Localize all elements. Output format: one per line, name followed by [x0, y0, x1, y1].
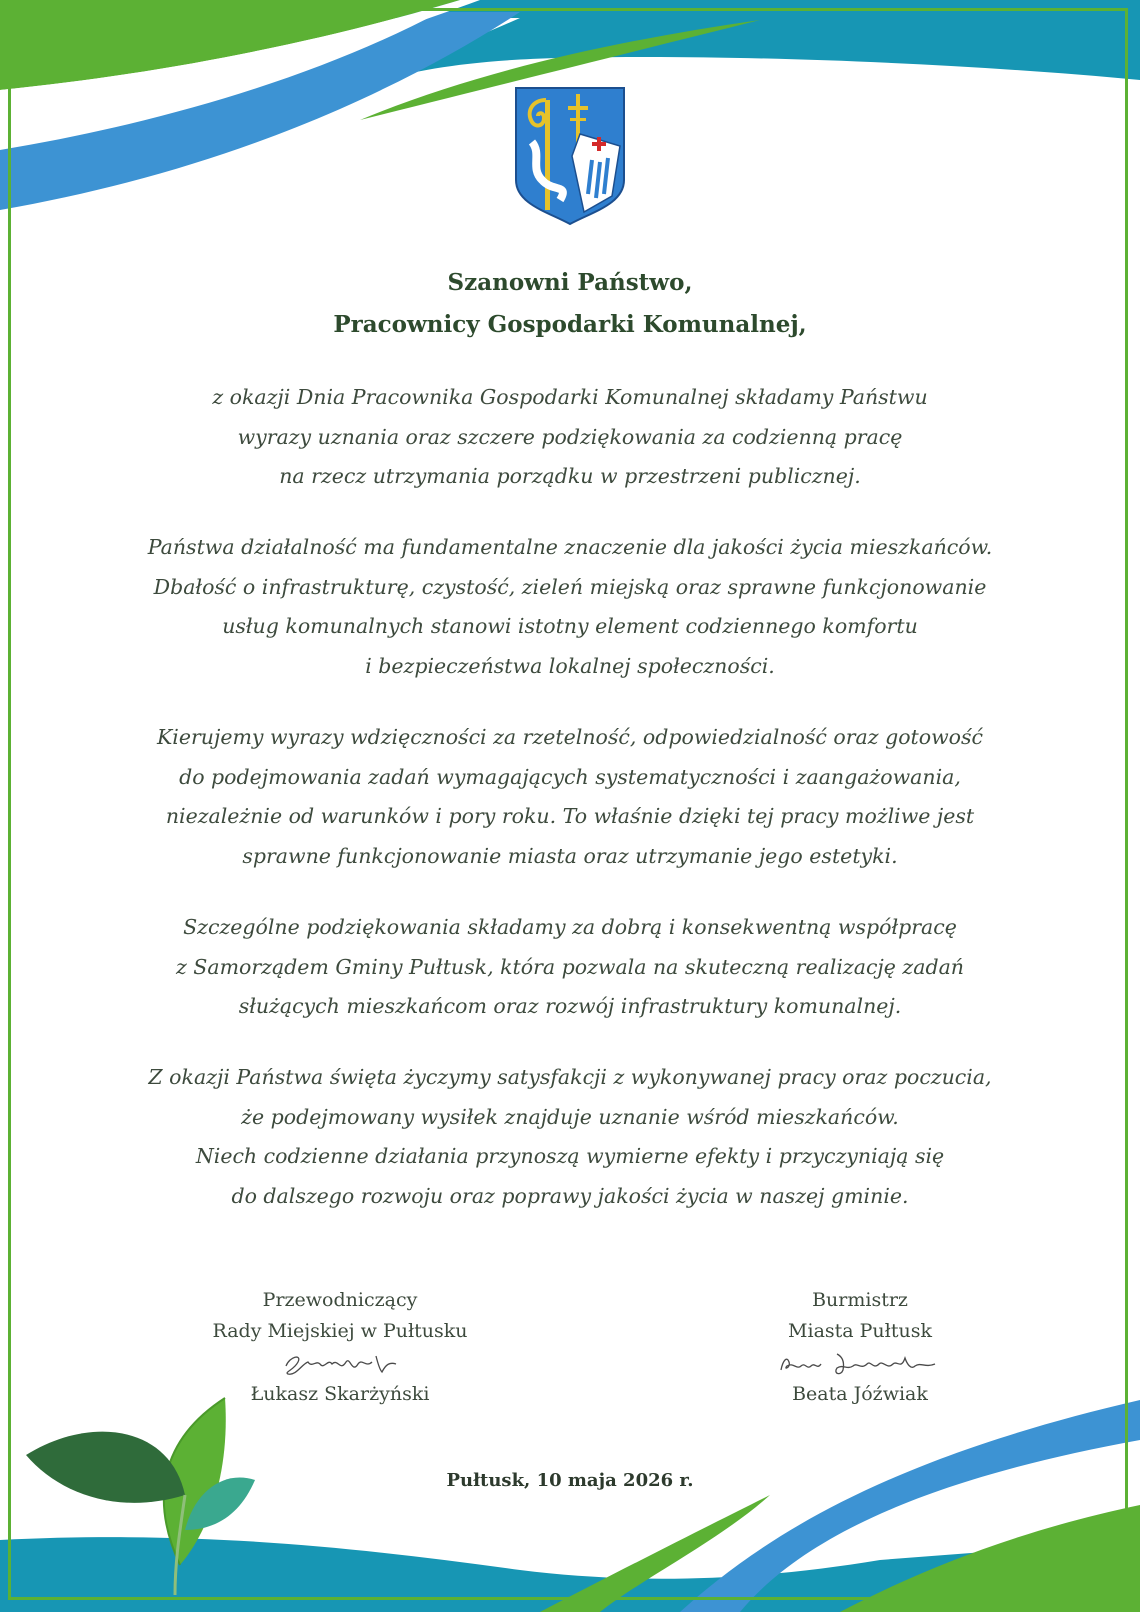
coat-of-arms-icon — [512, 84, 628, 228]
greeting — [170, 262, 970, 346]
signatory-title: Miasta Pułtusk — [788, 1320, 932, 1342]
paragraph-line: do dalszego rozwoju oraz poprawy jakości życia w naszej gminie. — [231, 1183, 909, 1208]
leaves-decoration — [0, 1380, 300, 1600]
paragraph-line: Państwa działalność ma fundamentalne znaczenie dla jakości życia mieszkańców. — [147, 535, 993, 559]
paragraph-line: Niech codzienne działania przynoszą wymierne efekty i przyczyniają się — [195, 1144, 945, 1168]
paragraph-line: Z okazji Państwa święta życzymy satysfakcji z wykonywanej pracy oraz poczucia, — [148, 1065, 992, 1089]
signatory-title: Przewodniczący — [262, 1289, 418, 1311]
paragraph-line: sprawne funkcjonowanie miasta oraz utrzymanie jego estetyki. — [242, 843, 898, 868]
paragraph-line: z okazji Dnia Pracownika Gospodarki Komunalnej składamy Państwu — [212, 385, 928, 409]
paragraph-line: usług komunalnych stanowi istotny element codziennego komfortu — [222, 614, 918, 638]
paragraph — [60, 528, 1080, 686]
paragraph-line: że podejmowany wysiłek znajduje uznanie wśród mieszkańców. — [241, 1104, 899, 1129]
paragraph — [60, 378, 1080, 497]
signatory-title: Rady Miejskiej w Pułtusku — [212, 1320, 468, 1342]
greeting-line: Pracownicy Gospodarki Komunalnej, — [333, 311, 807, 338]
paragraph-line: niezależnie od warunków i pory roku. To właśnie dzięki tej pracy możliwe jest — [165, 804, 975, 828]
signatory-name: Beata Jóźwiak — [792, 1383, 928, 1405]
paragraph — [60, 718, 1080, 876]
signatory-name: Łukasz Skarżyński — [250, 1383, 430, 1405]
paragraph-line: Dbałość o infrastrukturę, czystość, zieleń miejską oraz sprawne funkcjonowanie — [153, 574, 987, 599]
paragraph — [60, 1058, 1080, 1216]
paragraph-line: do podejmowania zadań wymagających systematyczności i zaangażowania, — [179, 764, 961, 789]
paragraph-line: Kierujemy wyrazy wdzięczności za rzetelność, odpowiedzialność oraz gotowość — [156, 725, 984, 749]
signature-block-right — [720, 1285, 1000, 1410]
date-place: Pułtusk, 10 maja 2026 r. — [446, 1470, 694, 1491]
paragraph — [60, 908, 1080, 1027]
paragraph-line: służących mieszkańcom oraz rozwój infrastruktury komunalnej. — [238, 994, 902, 1018]
paragraph-line: i bezpieczeństwa lokalnej społeczności. — [365, 653, 775, 678]
handwritten-signature — [180, 1347, 500, 1379]
paragraph-line: Szczególne podziękowania składamy za dobrą i konsekwentną współpracę — [183, 915, 957, 939]
signatory-title: Burmistrz — [812, 1289, 908, 1311]
greeting-line: Szanowni Państwo, — [447, 269, 693, 296]
paragraph-line: z Samorządem Gminy Pułtusk, która pozwala na skuteczną realizację zadań — [175, 954, 965, 979]
signature-block-left — [180, 1285, 500, 1410]
paragraph-line: wyrazy uznania oraz szczere podziękowania za codzienną pracę — [237, 424, 903, 449]
paragraph-line: na rzecz utrzymania porządku w przestrzeni publicznej. — [279, 464, 861, 488]
handwritten-signature — [720, 1347, 1000, 1379]
